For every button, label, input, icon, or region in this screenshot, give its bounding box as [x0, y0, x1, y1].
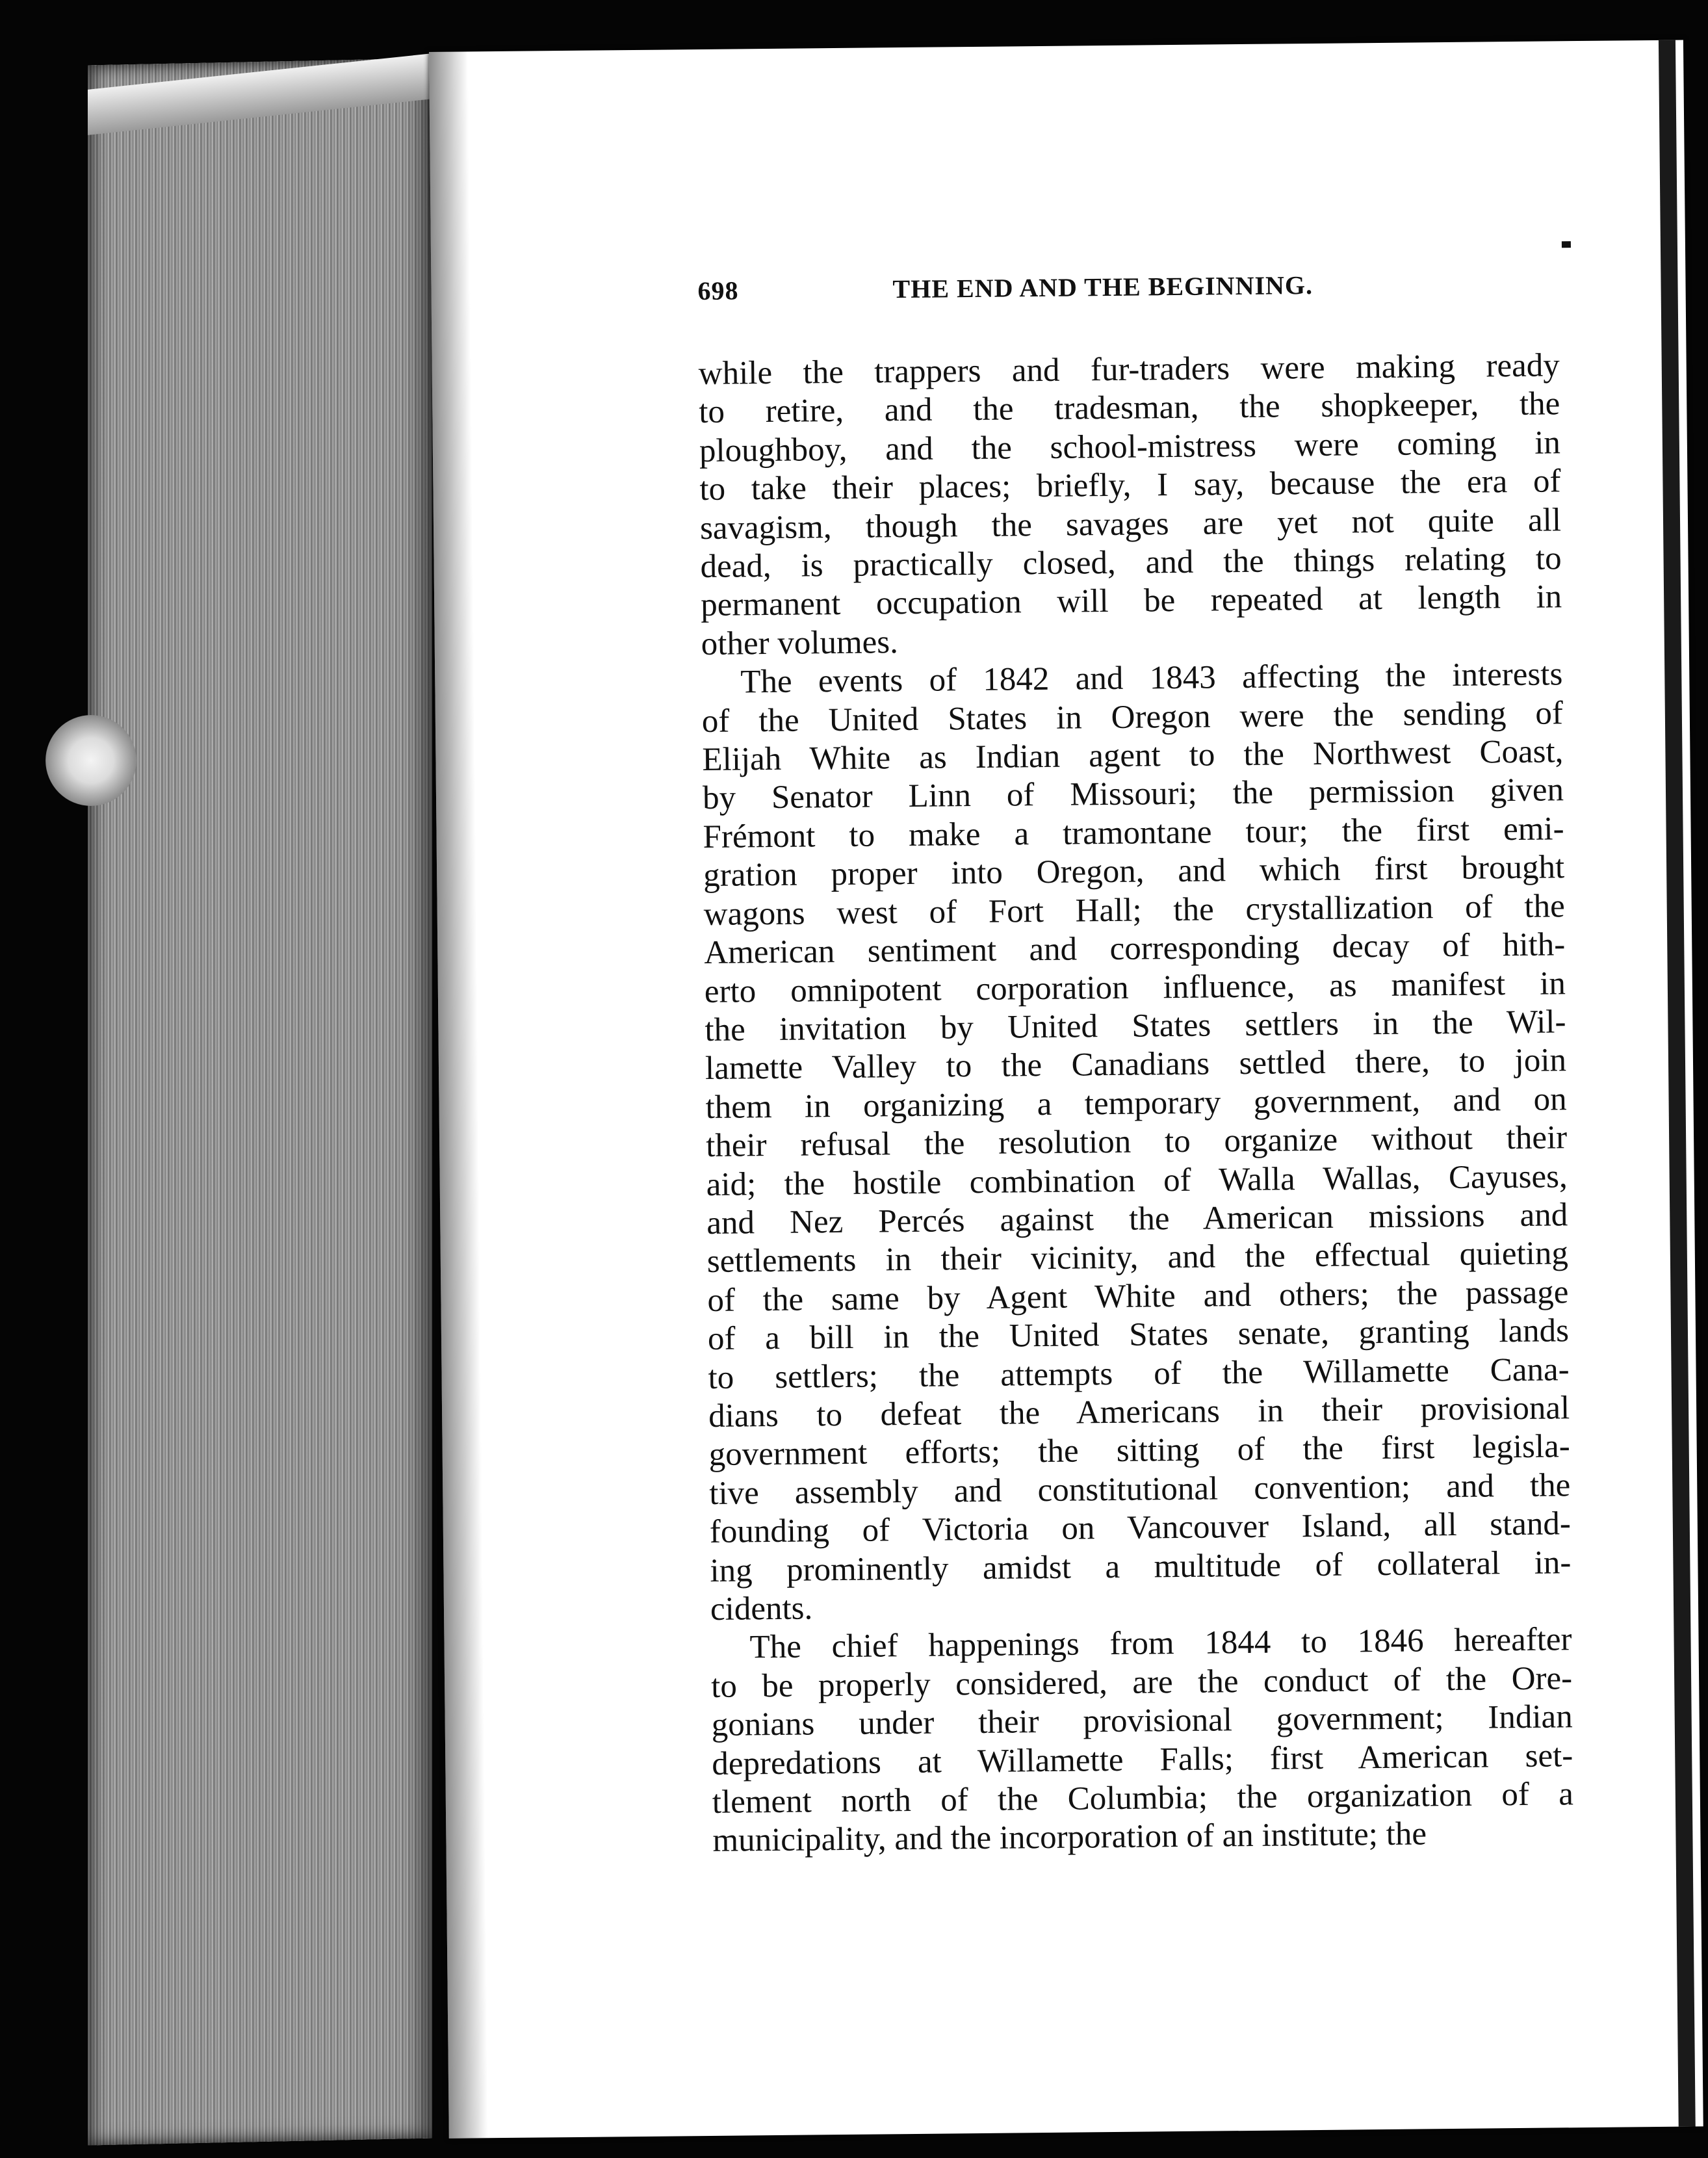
text-line: permanent occupation will be repeated at length in: [700, 578, 1562, 624]
text-line: to be properly considered, are the conduct of the Ore-: [710, 1660, 1573, 1705]
text-line: of the same by Agent White and others; the passage: [707, 1274, 1569, 1319]
text-line: and Nez Percés against the American missions and: [706, 1197, 1568, 1242]
text-line: of a bill in the United States senate, granting lands: [707, 1312, 1570, 1358]
text-line: them in organizing a temporary government, and on: [705, 1080, 1567, 1126]
text-line: cidents.: [710, 1590, 813, 1628]
text-line: the invitation by United States settlers in the Wil-: [705, 1004, 1566, 1048]
text-line: of the United States in Oregon were the sending of: [701, 694, 1564, 740]
text-line: gonians under their provisional government; Indian: [711, 1698, 1573, 1744]
paper-smudge: [45, 715, 136, 806]
text-line: by Senator Linn of Missouri; the permission given: [702, 772, 1564, 817]
text-line: tive assembly and constitutional convention; and the: [709, 1467, 1571, 1512]
text-line: to settlers; the attempts of the Willamette Cana-: [708, 1351, 1570, 1396]
text-line: aid; the hostile combination of Walla Wallas, Cayuses,: [706, 1158, 1568, 1203]
text-line: erto omnipotent corporation influence, as manifest in: [704, 965, 1566, 1010]
page-header: [697, 266, 1708, 306]
text-line: to take their places; briefly, I say, because the era of: [699, 463, 1561, 508]
text-line: while the trappers and fur-traders were making ready: [698, 347, 1560, 393]
text-line: ploughboy, and the school-mistress were coming in: [699, 424, 1561, 469]
text-line: The chief happenings from 1844 to 1846 hereafter: [749, 1621, 1572, 1666]
text-line: dead, is practically closed, and the things relating to: [700, 540, 1562, 586]
text-line: settlements in their vicinity, and the effectual quieting: [706, 1235, 1569, 1280]
paragraph: [701, 656, 1572, 1630]
text-line: The events of 1842 and 1843 affecting the interests: [740, 656, 1563, 701]
page-sheet: [429, 40, 1703, 2138]
scan-border: [1659, 40, 1696, 2127]
text-line: to retire, and the tradesman, the shopkeeper, the: [699, 385, 1560, 431]
book-page-edges: [88, 58, 432, 2145]
text-line: founding of Victoria on Vancouver Island, all stand-: [709, 1505, 1572, 1551]
text-line: other volumes.: [701, 623, 899, 662]
text-line: gration proper into Oregon, and which first brought: [703, 849, 1565, 894]
text-line: American sentiment and corresponding decay of hith-: [704, 926, 1566, 972]
page-number: 698: [697, 276, 739, 306]
text-line: tlement north of the Columbia; the organization of a: [712, 1776, 1574, 1821]
text-line: their refusal the resolution to organize without their: [705, 1119, 1568, 1165]
body-text: [698, 346, 1573, 1860]
text-line: Frémont to make a tramontane tour; the first emi-: [703, 811, 1564, 855]
gutter-shadow: [429, 51, 488, 2138]
text-line: municipality, and the incorporation of an institute; the: [712, 1815, 1427, 1860]
text-line: dians to defeat the Americans in their provisional: [708, 1390, 1570, 1435]
text-line: depredations at Willamette Falls; first American set-: [712, 1737, 1573, 1782]
text-line: savagism, though the savages are yet not quite all: [699, 501, 1562, 547]
text-line: ing prominently amidst a multitude of collateral in-: [710, 1544, 1572, 1589]
paragraph: [710, 1621, 1573, 1861]
running-title: THE END AND THE BEGINNING.: [892, 270, 1313, 304]
text-line: lamette Valley to the Canadians settled there, to join: [705, 1042, 1567, 1087]
text-line: government efforts; the sitting of the first legisla-: [708, 1428, 1570, 1474]
text-line: wagons west of Fort Hall; the crystallization of the: [703, 887, 1565, 933]
text-line: Elijah White as Indian agent to the Northwest Coast,: [702, 733, 1564, 779]
ink-speck: [1562, 241, 1571, 248]
paragraph: [698, 346, 1562, 664]
